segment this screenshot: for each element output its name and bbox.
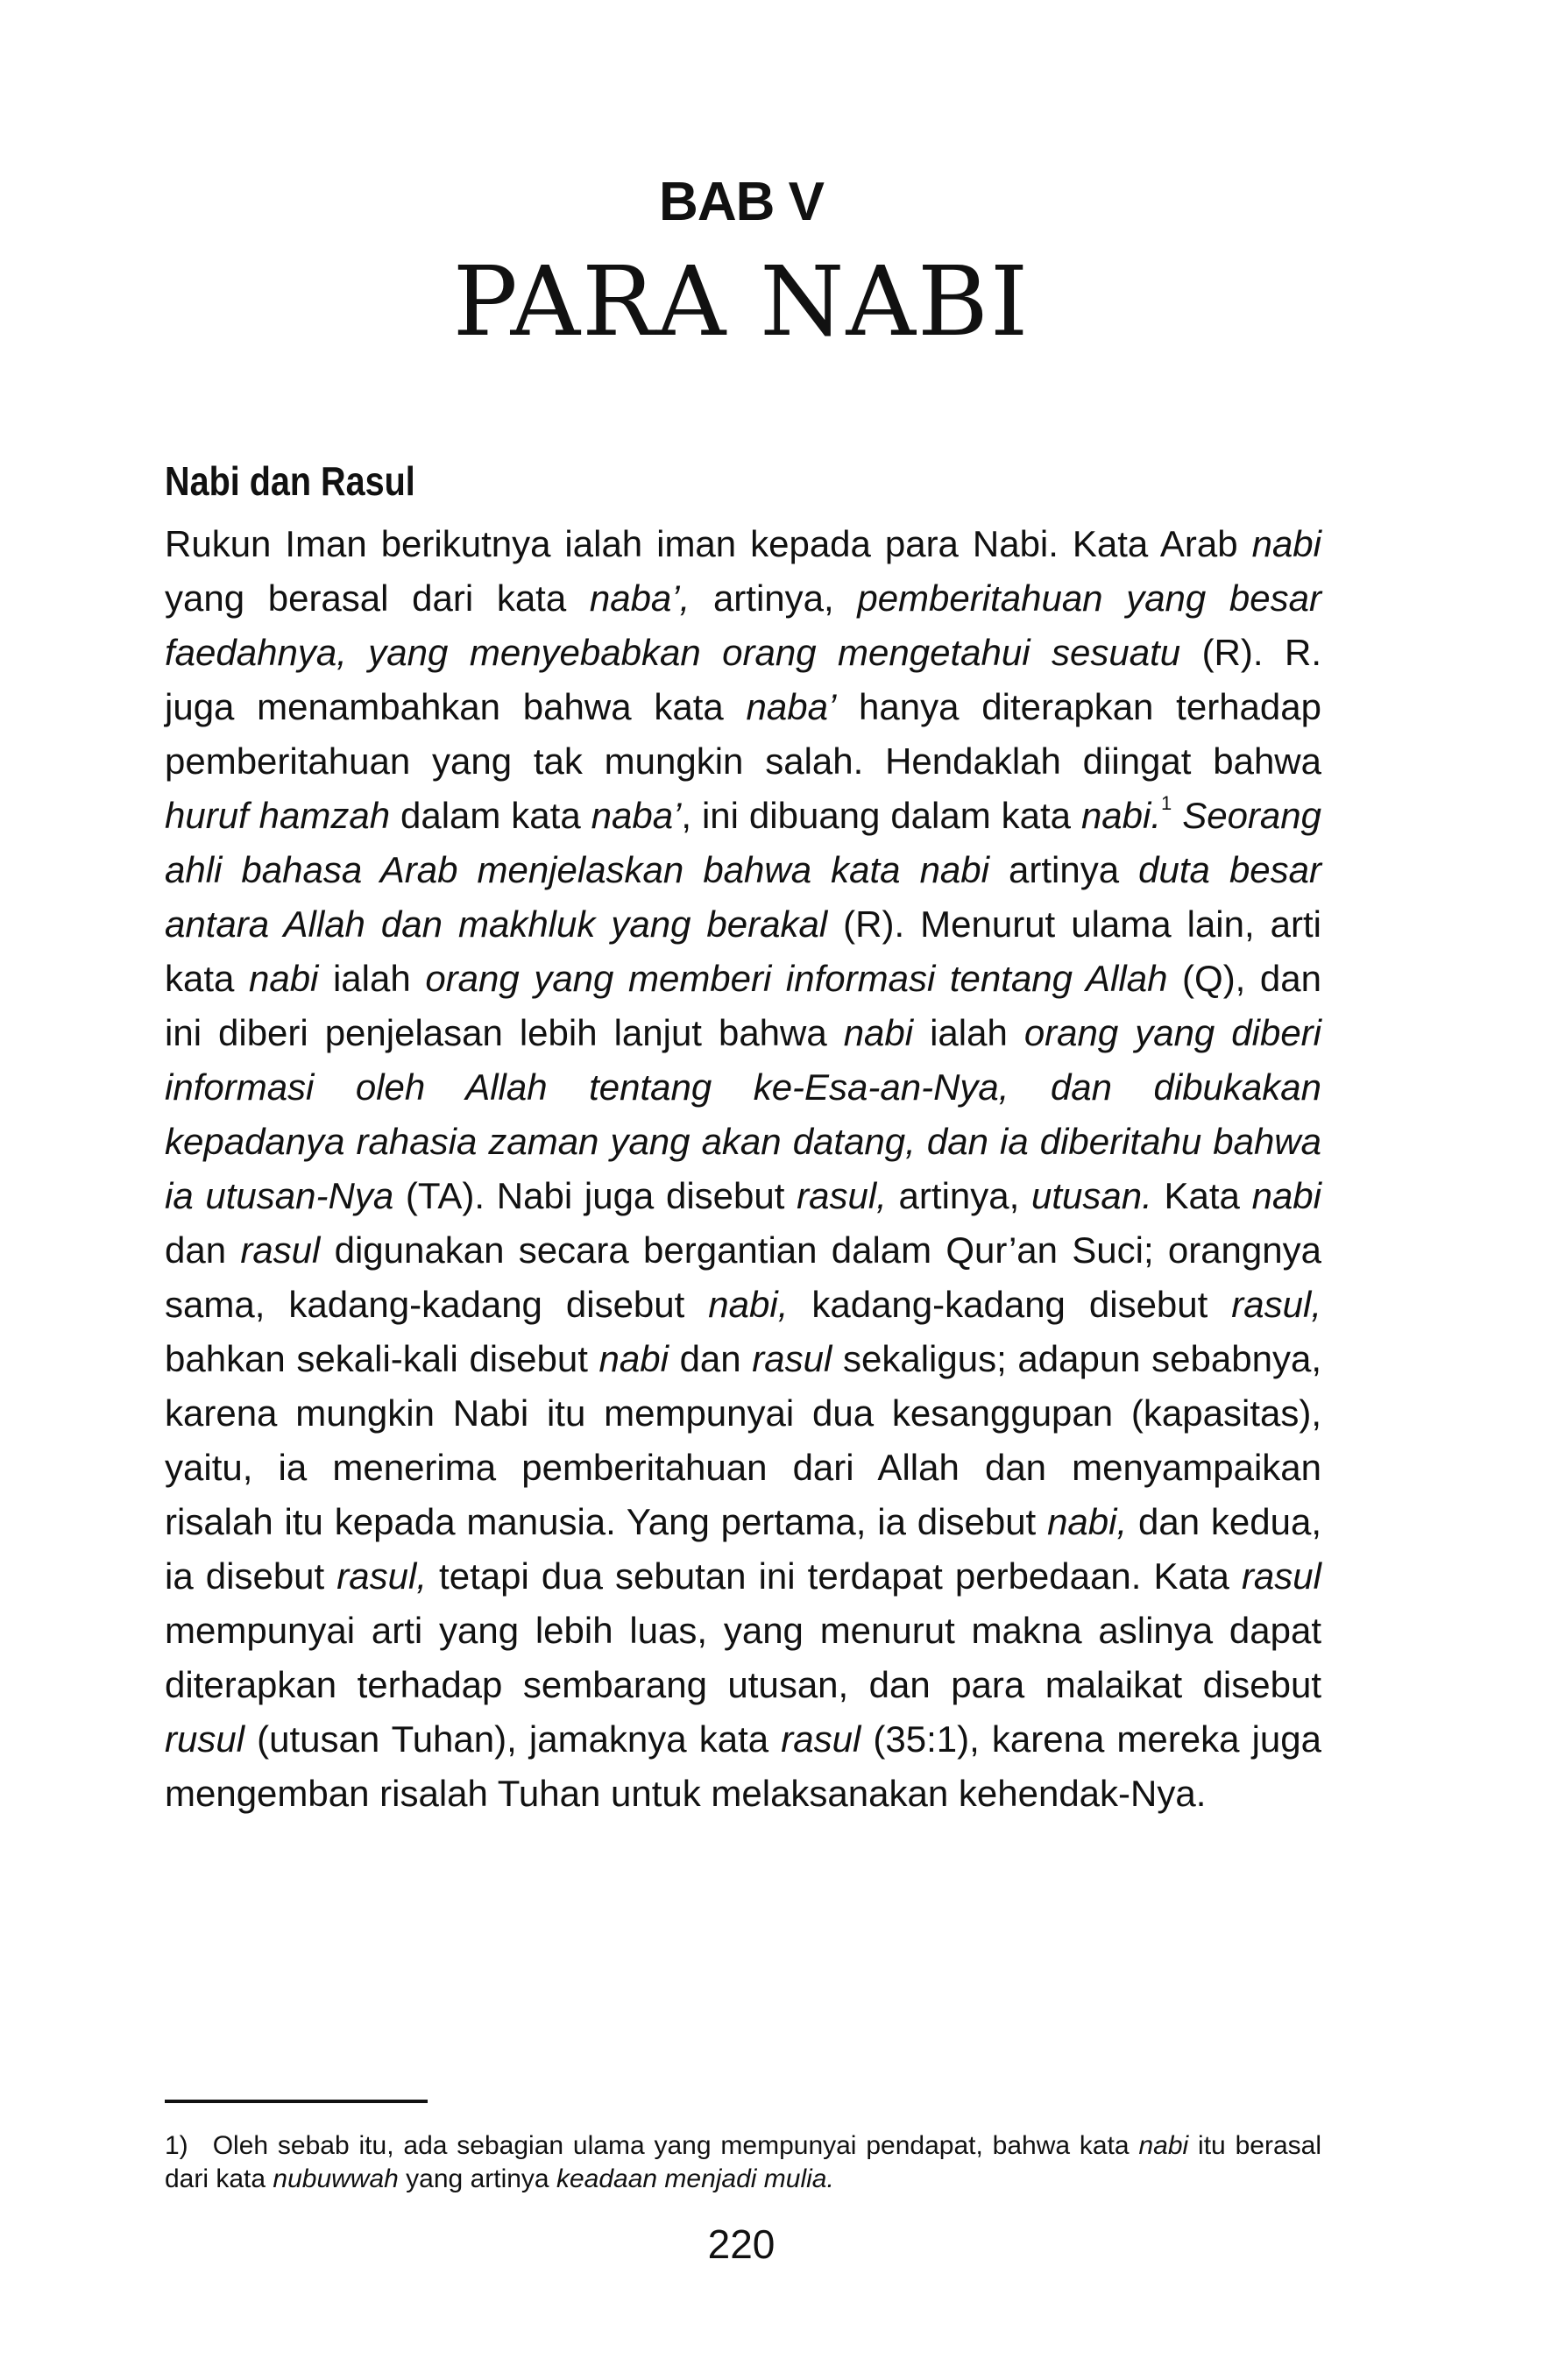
text-run: dan kedua, ia disebut bbox=[165, 1501, 1322, 1597]
text-run: digunakan secara bergantian dalam Qur’an Suci; orangnya sama, kadang-kadang disebut bbox=[165, 1229, 1321, 1325]
footnote-number: 1) bbox=[165, 2131, 188, 2160]
text-run: (R). R. juga menambahkan bahwa kata bbox=[165, 632, 1322, 727]
italic-term: rasul bbox=[781, 1718, 861, 1760]
text-run: (35:1), karena mereka juga mengemban risalah Tuhan untuk melaksanakan kehendak-Nya. bbox=[165, 1718, 1321, 1814]
footnote bbox=[165, 2129, 1321, 2196]
text-run: Oleh sebab itu, ada sebagian ulama yang mempunyai pendapat, bahwa kata bbox=[212, 2131, 1139, 2160]
italic-term: huruf hamzah bbox=[165, 795, 391, 836]
text-run: (TA). Nabi juga disebut bbox=[393, 1175, 797, 1216]
text-run: , ini dibuang dalam kata bbox=[681, 795, 1081, 836]
italic-term: keadaan menjadi mulia. bbox=[556, 2164, 834, 2193]
italic-term: nabi bbox=[1138, 2131, 1189, 2160]
italic-term: nabi bbox=[1251, 523, 1321, 564]
page-number: 220 bbox=[707, 2221, 776, 2267]
italic-term: nabi bbox=[248, 958, 319, 999]
italic-term: naba’ bbox=[591, 795, 682, 836]
italic-term: naba’, bbox=[589, 577, 691, 619]
text-run: Kata bbox=[1151, 1175, 1252, 1216]
italic-term: nubuwwah bbox=[273, 2164, 399, 2193]
text-run: (Q), dan ini diberi penjelasan lebih lanjut bahwa bbox=[165, 958, 1322, 1053]
italic-term: naba’ bbox=[746, 686, 837, 727]
italic-term: nabi bbox=[598, 1338, 669, 1379]
text-run: yang artinya bbox=[398, 2164, 556, 2193]
footnote-reference: 1 bbox=[1161, 792, 1172, 814]
text-run: artinya, bbox=[886, 1175, 1031, 1216]
italic-term: rasul, bbox=[1231, 1284, 1321, 1325]
italic-term: nabi bbox=[843, 1012, 914, 1053]
italic-term: duta besar antara Allah dan makhluk yang berakal bbox=[165, 849, 1322, 945]
italic-term: rasul, bbox=[336, 1555, 427, 1597]
italic-term: nabi, bbox=[708, 1284, 789, 1325]
text-run: Rukun Iman berikutnya ialah iman kepada para Nabi. Kata Arab bbox=[165, 523, 1252, 564]
italic-term: nabi. bbox=[1080, 795, 1162, 836]
section-heading: Nabi dan Rasul bbox=[165, 458, 415, 504]
text-run: hanya diterapkan terhadap pemberitahuan yang tak mungkin salah. Hendaklah diingat bahwa bbox=[165, 686, 1321, 782]
italic-term: rasul bbox=[240, 1229, 321, 1271]
text-run: artinya, bbox=[690, 577, 858, 619]
footnote-divider bbox=[165, 2100, 428, 2103]
italic-term: Seorang ahli bahasa Arab menjelaskan bahwa kata bbox=[165, 795, 1321, 890]
text-run: (utusan Tuhan), jamaknya kata bbox=[244, 1718, 782, 1760]
italic-term: orang yang diberi informasi oleh Allah tentang ke-Esa-an-Nya, dan dibukakan kepadanya rahasia zaman yang akan datang, dan ia diberitahu bahwa ia utusan-Nya bbox=[165, 1012, 1321, 1216]
text-run: (R). Menurut ulama lain, arti kata bbox=[165, 903, 1321, 999]
italic-term: pemberitahuan yang besar faedahnya, yang menyebabkan orang mengetahui sesuatu bbox=[165, 577, 1321, 673]
text-run: itu berasal dari kata bbox=[165, 2131, 1321, 2193]
italic-term: utusan. bbox=[1031, 1175, 1152, 1216]
body-paragraph bbox=[165, 517, 1321, 1821]
text-run: ialah bbox=[913, 1012, 1024, 1053]
text-run: dalam kata bbox=[390, 795, 591, 836]
text-run: kadang-kadang disebut bbox=[788, 1284, 1232, 1325]
italic-term: rusul bbox=[165, 1718, 245, 1760]
italic-term: rasul, bbox=[797, 1175, 887, 1216]
text-run: sekaligus; adapun sebabnya, karena mungkin Nabi itu mempunyai dua kesanggupan (kapasitas), yaitu, ia menerima pemberitahuan dari Allah dan menyampaikan risalah itu kepada manusia. Yang pertama, ia disebut bbox=[165, 1338, 1321, 1542]
italic-term: nabi bbox=[919, 849, 989, 890]
text-run: artinya bbox=[988, 849, 1139, 890]
chapter-title: PARA NABI bbox=[452, 245, 1030, 358]
italic-term: nabi bbox=[1251, 1175, 1321, 1216]
text-run: ialah bbox=[318, 958, 426, 999]
italic-term: orang yang memberi informasi tentang Allah bbox=[425, 958, 1168, 999]
text-run: tetapi dua sebutan ini terdapat perbedaan. Kata bbox=[426, 1555, 1242, 1597]
italic-term: rasul bbox=[1241, 1555, 1321, 1597]
text-run: bahkan sekali-kali disebut bbox=[165, 1338, 599, 1379]
italic-term: rasul bbox=[752, 1338, 832, 1379]
text-run: mempunyai arti yang lebih luas, yang menurut makna aslinya dapat diterapkan terhadap sembarang utusan, dan para malaikat disebut bbox=[165, 1610, 1321, 1705]
chapter-label: BAB V bbox=[659, 172, 824, 232]
text-run: dan bbox=[165, 1229, 241, 1271]
italic-term: nabi, bbox=[1047, 1501, 1128, 1542]
text-run: dan bbox=[668, 1338, 753, 1379]
text-run: yang berasal dari kata bbox=[165, 577, 590, 619]
